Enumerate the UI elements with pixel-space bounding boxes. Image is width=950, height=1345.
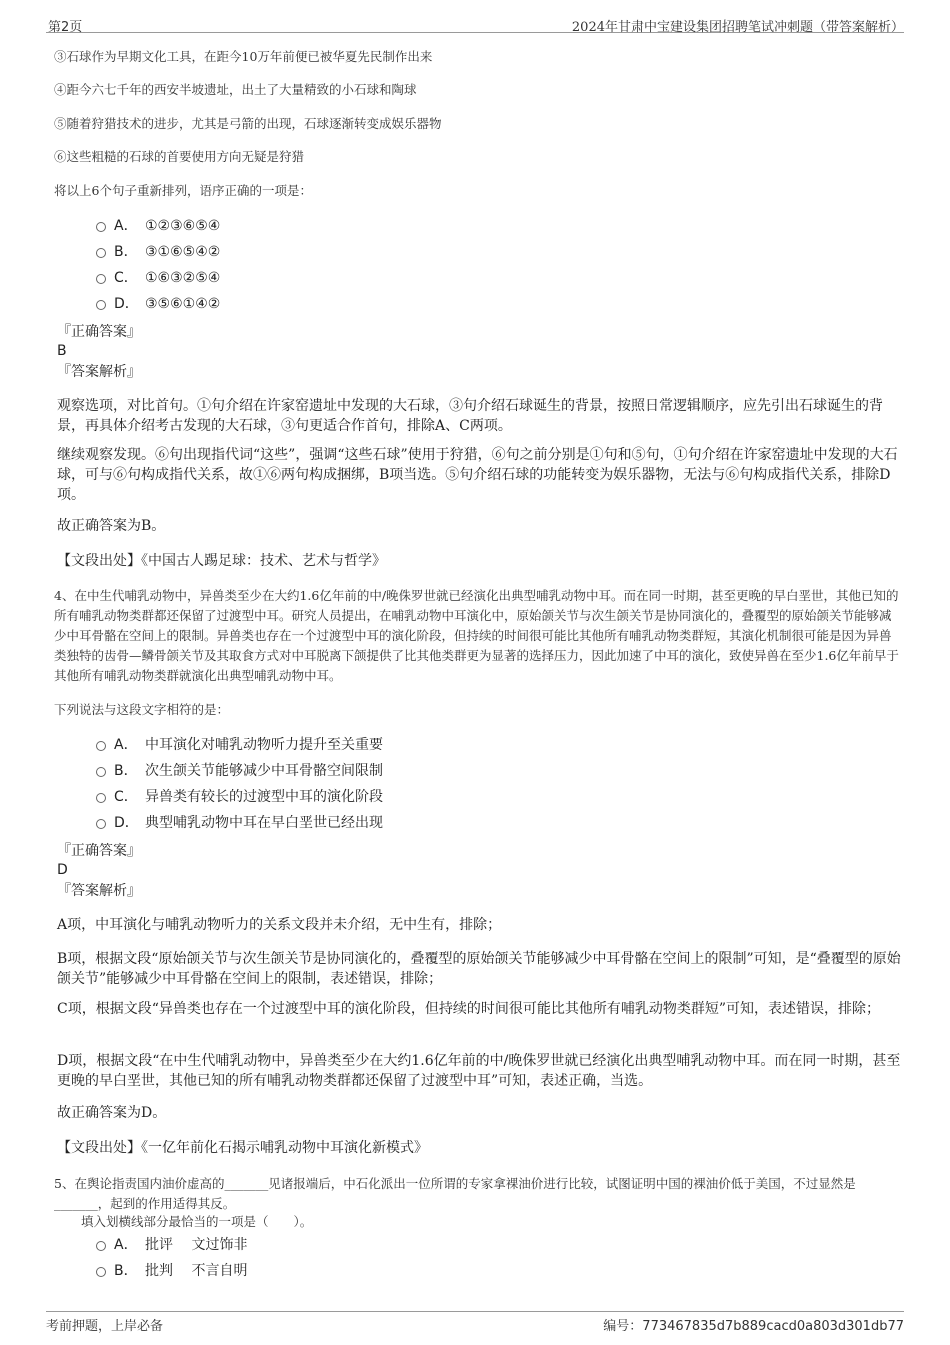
question-prompt: 将以上6个句子重新排列，语序正确的一项是：: [54, 183, 312, 198]
document-title: 2024年甘肃中宝建设集团招聘笔试冲刺题（带答案解析）: [571, 20, 904, 35]
sentence-5: ⑤随着狩猎技术的进步，尤其是弓箭的出现，石球逐渐转变成娱乐器物: [54, 116, 442, 131]
analysis-heading: 『答案解析』: [57, 364, 141, 380]
question-stem: 4、在中生代哺乳动物中，异兽类至少在大约1.6亿年前的中/晚侏罗世就已经演化出典型哺乳动物中耳。而在同一时期，甚至更晚的早白垩世，其他已知的所有哺乳动物类群都还保留了过渡型中耳。研究人员提出，在哺乳动物中耳演化中，原始颌关节与次生颌关节是协同演化的，叠覆型的原始颌关节能够减少中耳骨骼在空间上的限制。异兽类也存在一个过渡型中耳的演化阶段，但持续的时间很可能比其他所有哺乳动物类群短，其演化机制很可能是因为异兽类独特的齿骨—鳞骨颌关节及其取食方式对中耳脱离下颌提供了比其他类群更为显著的选择压力，因此加速了中耳的演化，致使异兽在至少1.6亿年前早于其他所有哺乳动物类群就演化出典型哺乳动物中耳。: [54, 588, 899, 683]
question-stem: 5、在舆论指责国内油价虚高的_______见诸报端后，中石化派出一位所谓的专家拿裸油价进行比较，试图证明中国的裸油价低于美国，不过显然是_______，起到的作用适得其反。: [54, 1176, 856, 1211]
answer-heading: 『正确答案』: [57, 324, 141, 340]
radio-icon[interactable]: [96, 741, 106, 751]
page-number: 第2页: [48, 20, 83, 35]
document-id: 编号：773467835d7b889cacd0a803d301db77: [603, 1319, 904, 1334]
radio-icon[interactable]: [96, 1241, 106, 1251]
analysis-paragraph: B项，根据文段“原始颌关节与次生颌关节是协同演化的，叠覆型的原始颌关节能够减少中耳骨骼在空间上的限制”可知，是“叠覆型的原始颌关节”能够减少中耳骨骼在空间上的限制，表述错误，排除；: [57, 951, 901, 987]
analysis-paragraph: A项，中耳演化与哺乳动物听力的关系文段并未介绍，无中生有，排除；: [57, 917, 502, 933]
option-a[interactable]: A． 中耳演化对哺乳动物听力提升至关重要: [96, 735, 383, 755]
analysis-heading: 『答案解析』: [57, 883, 141, 899]
option-b[interactable]: B． ③①⑥⑤④②: [96, 242, 220, 262]
radio-icon[interactable]: [96, 274, 106, 284]
option-c[interactable]: C． ①⑥③②⑤④: [96, 268, 220, 288]
radio-icon[interactable]: [96, 300, 106, 310]
option-a[interactable]: A． 批评 文过饰非: [96, 1235, 247, 1255]
radio-icon[interactable]: [96, 793, 106, 803]
answer-heading: 『正确答案』: [57, 843, 141, 859]
radio-icon[interactable]: [96, 222, 106, 232]
analysis-paragraph: 继续观察发现。⑥句出现指代词“这些”，强调“这些石球”使用于狩猎，⑥句之前分别是①句和⑤句，①句介绍在许家窑遗址中发现的大石球，可与⑥句构成指代关系，故①⑥两句构成捆绑，B项当选。⑤句介绍石球的功能转变为娱乐器物，无法与⑥句构成指代关系，排除D项。: [57, 447, 898, 503]
sentence-6: ⑥这些粗糙的石球的首要使用方向无疑是狩猎: [54, 149, 305, 164]
radio-icon[interactable]: [96, 819, 106, 829]
source-citation: 【文段出处】《中国古人踢足球：技术、艺术与哲学》: [57, 553, 386, 569]
radio-icon[interactable]: [96, 1267, 106, 1277]
option-a[interactable]: A． ①②③⑥⑤④: [96, 216, 220, 236]
radio-icon[interactable]: [96, 248, 106, 258]
option-b[interactable]: B． 次生颌关节能够减少中耳骨骼空间限制: [96, 761, 383, 781]
option-b[interactable]: B． 批判 不言自明: [96, 1261, 247, 1281]
answer-value: B: [57, 343, 67, 359]
analysis-conclusion: 故正确答案为D。: [57, 1105, 167, 1121]
analysis-paragraph: D项，根据文段“在中生代哺乳动物中，异兽类至少在大约1.6亿年前的中/晚侏罗世就已经演化出典型哺乳动物中耳。而在同一时期，甚至更晚的早白垩世，其他已知的所有哺乳动物类群都还保留了过渡型中耳”可知，表述正确，当选。: [57, 1053, 901, 1089]
radio-icon[interactable]: [96, 767, 106, 777]
footer-slogan: 考前押题，上岸必备: [46, 1319, 164, 1334]
answer-value: D: [57, 862, 68, 878]
page-footer: [46, 1311, 904, 1334]
sentence-3: ③石球作为早期文化工具，在距今10万年前便已被华夏先民制作出来: [54, 49, 433, 64]
source-citation: 【文段出处】《一亿年前化石揭示哺乳动物中耳演化新模式》: [57, 1140, 428, 1156]
page-header: [46, 12, 904, 33]
option-d[interactable]: D． ③⑤⑥①④②: [96, 294, 220, 314]
sentence-4: ④距今六七千年的西安半坡遗址，出土了大量精致的小石球和陶球: [54, 82, 417, 97]
question-prompt: 下列说法与这段文字相符的是：: [54, 702, 230, 717]
analysis-paragraph: C项，根据文段“异兽类也存在一个过渡型中耳的演化阶段，但持续的时间很可能比其他所有哺乳动物类群短”可知，表述错误，排除；: [57, 1001, 881, 1017]
analysis-conclusion: 故正确答案为B。: [57, 518, 166, 534]
question-prompt: 填入划横线部分最恰当的一项是（ ）。: [81, 1214, 313, 1229]
analysis-paragraph: 观察选项，对比首句。①句介绍在许家窑遗址中发现的大石球，③句介绍石球诞生的背景，按照日常逻辑顺序，应先引出石球诞生的背景，再具体介绍考古发现的大石球，③句更适合作首句，排除A、C两项。: [57, 398, 883, 434]
option-d[interactable]: D． 典型哺乳动物中耳在早白垩世已经出现: [96, 813, 383, 833]
option-c[interactable]: C． 异兽类有较长的过渡型中耳的演化阶段: [96, 787, 383, 807]
